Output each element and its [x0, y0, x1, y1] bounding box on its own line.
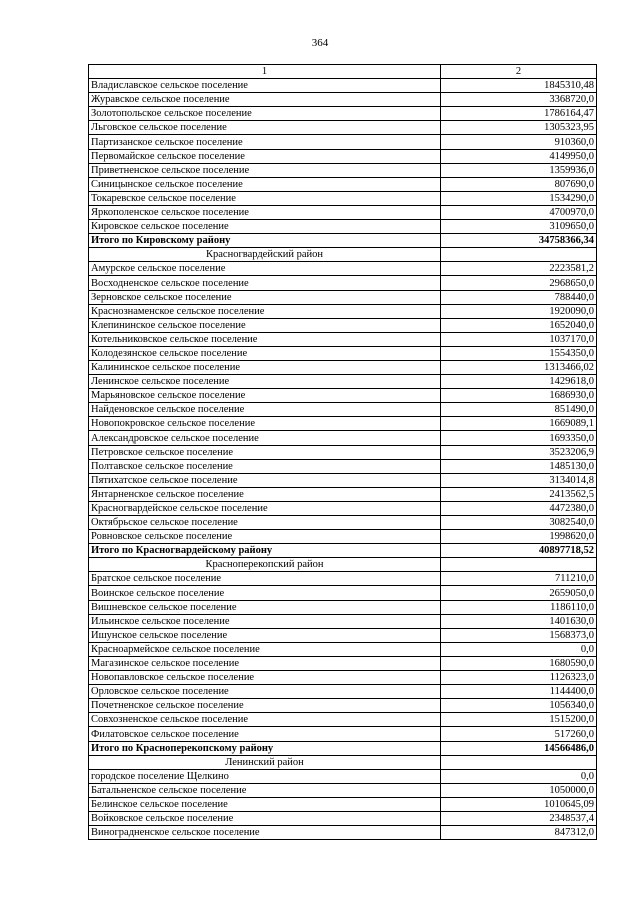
amount-value: 1186110,0 [441, 600, 597, 614]
amount-value: 4700970,0 [441, 205, 597, 219]
amount-value: 1920090,0 [441, 304, 597, 318]
settlement-name: Полтавское сельское поселение [89, 459, 441, 473]
amount-value: 711210,0 [441, 572, 597, 586]
settlement-name: Октябрьское сельское поселение [89, 516, 441, 530]
amount-value: 14566486,0 [441, 741, 597, 755]
settlement-name: Найденовское сельское поселение [89, 403, 441, 417]
amount-value: 0,0 [441, 642, 597, 656]
amount-value: 847312,0 [441, 826, 597, 840]
table-row [89, 671, 597, 685]
amount-value: 1845310,48 [441, 79, 597, 93]
table-row [89, 516, 597, 530]
settlement-name: Клепининское сельское поселение [89, 318, 441, 332]
district-heading-row [89, 558, 597, 572]
table-row [89, 149, 597, 163]
table-row [89, 769, 597, 783]
settlement-name: Новопокровское сельское поселение [89, 417, 441, 431]
table-header-row [89, 65, 597, 79]
table-row [89, 220, 597, 234]
settlement-name: Ишунское сельское поселение [89, 628, 441, 642]
district-name: Ленинский район [89, 755, 441, 769]
settlement-name: Приветненское сельское поселение [89, 163, 441, 177]
district-name: Красноперекопский район [89, 558, 441, 572]
amount-value: 851490,0 [441, 403, 597, 417]
settlement-name: Кировское сельское поселение [89, 220, 441, 234]
total-row [89, 234, 597, 248]
settlement-name: Ровновское сельское поселение [89, 530, 441, 544]
table-row [89, 79, 597, 93]
amount-value: 1998620,0 [441, 530, 597, 544]
table-row [89, 276, 597, 290]
total-row [89, 741, 597, 755]
table-row [89, 459, 597, 473]
district-name: Красногвардейский район [89, 248, 441, 262]
settlement-name: Партизанское сельское поселение [89, 135, 441, 149]
table-row [89, 685, 597, 699]
settlement-name: Петровское сельское поселение [89, 445, 441, 459]
settlement-name: Александровское сельское поселение [89, 431, 441, 445]
amount-value: 1534290,0 [441, 191, 597, 205]
amount-value: 1680590,0 [441, 656, 597, 670]
district-heading-row [89, 755, 597, 769]
table-row [89, 417, 597, 431]
settlement-name: Войковское сельское поселение [89, 811, 441, 825]
table-row [89, 530, 597, 544]
settlement-name: Ленинское сельское поселение [89, 375, 441, 389]
settlement-name: Колодезянское сельское поселение [89, 346, 441, 360]
settlement-name: Марьяновское сельское поселение [89, 389, 441, 403]
amount-value: 1554350,0 [441, 346, 597, 360]
table-row [89, 501, 597, 515]
amount-value: 34758366,34 [441, 234, 597, 248]
table-row [89, 642, 597, 656]
table-row [89, 572, 597, 586]
table-row [89, 727, 597, 741]
amount-value: 40897718,52 [441, 544, 597, 558]
settlement-name: Зерновское сельское поселение [89, 290, 441, 304]
amount-value: 1144400,0 [441, 685, 597, 699]
settlement-name: Воинское сельское поселение [89, 586, 441, 600]
settlement-name: Амурское сельское поселение [89, 262, 441, 276]
amount-value: 1515200,0 [441, 713, 597, 727]
settlement-name: Братское сельское поселение [89, 572, 441, 586]
amount-value: 3082540,0 [441, 516, 597, 530]
settlement-name: Виноградненское сельское поселение [89, 826, 441, 840]
amount-value: 1669089,1 [441, 417, 597, 431]
table-row [89, 826, 597, 840]
amount-value: 1313466,02 [441, 360, 597, 374]
table-row [89, 628, 597, 642]
settlement-name: Токаревское сельское поселение [89, 191, 441, 205]
amount-value: 1786164,47 [441, 107, 597, 121]
settlement-name: Итого по Красногвардейскому району [89, 544, 441, 558]
table-row [89, 93, 597, 107]
amount-value: 1010645,09 [441, 797, 597, 811]
settlement-name: Орловское сельское поселение [89, 685, 441, 699]
amount-value: 1056340,0 [441, 699, 597, 713]
table-row [89, 135, 597, 149]
settlement-name: Батальненское сельское поселение [89, 783, 441, 797]
settlement-name: Вишневское сельское поселение [89, 600, 441, 614]
settlement-name: Ильинское сельское поселение [89, 614, 441, 628]
amount-value [441, 558, 597, 572]
amount-value: 1126323,0 [441, 671, 597, 685]
table-row [89, 121, 597, 135]
settlement-name: Пятихатское сельское поселение [89, 473, 441, 487]
table-row [89, 191, 597, 205]
amount-value: 910360,0 [441, 135, 597, 149]
budget-table [88, 64, 597, 840]
table-row [89, 811, 597, 825]
amount-value: 1401630,0 [441, 614, 597, 628]
table-row [89, 346, 597, 360]
table-row [89, 262, 597, 276]
settlement-name: Яркополенское сельское поселение [89, 205, 441, 219]
table-body [89, 79, 597, 840]
settlement-name: Синицынское сельское поселение [89, 177, 441, 191]
amount-value: 788440,0 [441, 290, 597, 304]
amount-value: 4472380,0 [441, 501, 597, 515]
settlement-name: Итого по Кировскому району [89, 234, 441, 248]
amount-value: 3368720,0 [441, 93, 597, 107]
amount-value: 1037170,0 [441, 332, 597, 346]
table-row [89, 389, 597, 403]
amount-value: 1429618,0 [441, 375, 597, 389]
table-row [89, 318, 597, 332]
settlement-name: Магазинское сельское поселение [89, 656, 441, 670]
settlement-name: Новопавловское сельское поселение [89, 671, 441, 685]
settlement-name: Калининское сельское поселение [89, 360, 441, 374]
amount-value [441, 755, 597, 769]
settlement-name: Янтарненское сельское поселение [89, 487, 441, 501]
table-row [89, 586, 597, 600]
settlement-name: Владиславское сельское поселение [89, 79, 441, 93]
table-row [89, 445, 597, 459]
amount-value: 1686930,0 [441, 389, 597, 403]
table-row [89, 205, 597, 219]
amount-value: 1485130,0 [441, 459, 597, 473]
table-row [89, 290, 597, 304]
settlement-name: Белинское сельское поселение [89, 797, 441, 811]
settlement-name: Итого по Красноперекопскому району [89, 741, 441, 755]
settlement-name: Почетненское сельское поселение [89, 699, 441, 713]
amount-value: 1568373,0 [441, 628, 597, 642]
settlement-name: Краснознаменское сельское поселение [89, 304, 441, 318]
page-number: 364 [311, 37, 329, 49]
amount-value [441, 248, 597, 262]
table-row [89, 107, 597, 121]
table-row [89, 163, 597, 177]
district-heading-row [89, 248, 597, 262]
settlement-name: Журавское сельское поселение [89, 93, 441, 107]
settlement-name: Совхозненское сельское поселение [89, 713, 441, 727]
amount-value: 2659050,0 [441, 586, 597, 600]
table-row [89, 332, 597, 346]
table-row [89, 797, 597, 811]
amount-value: 1693350,0 [441, 431, 597, 445]
amount-value: 2348537,4 [441, 811, 597, 825]
settlement-name: Филатовское сельское поселение [89, 727, 441, 741]
column-header-2: 2 [441, 65, 597, 79]
settlement-name: Первомайское сельское поселение [89, 149, 441, 163]
amount-value: 3109650,0 [441, 220, 597, 234]
settlement-name: Красноармейское сельское поселение [89, 642, 441, 656]
table-row [89, 304, 597, 318]
table-row [89, 614, 597, 628]
amount-value: 517260,0 [441, 727, 597, 741]
amount-value: 2968650,0 [441, 276, 597, 290]
settlement-name: Котельниковское сельское поселение [89, 332, 441, 346]
amount-value: 807690,0 [441, 177, 597, 191]
table-row [89, 473, 597, 487]
table-row [89, 487, 597, 501]
settlement-name: Льговское сельское поселение [89, 121, 441, 135]
table-row [89, 713, 597, 727]
table-row [89, 177, 597, 191]
settlement-name: Восходненское сельское поселение [89, 276, 441, 290]
amount-value: 2413562,5 [441, 487, 597, 501]
amount-value: 4149950,0 [441, 149, 597, 163]
amount-value: 1359936,0 [441, 163, 597, 177]
settlement-name: городское поселение Щелкино [89, 769, 441, 783]
amount-value: 3523206,9 [441, 445, 597, 459]
amount-value: 1305323,95 [441, 121, 597, 135]
column-header-1: 1 [89, 65, 441, 79]
table-row [89, 699, 597, 713]
table-row [89, 600, 597, 614]
table-row [89, 375, 597, 389]
settlement-name: Красногвардейское сельское поселение [89, 501, 441, 515]
amount-value: 1652040,0 [441, 318, 597, 332]
table-row [89, 431, 597, 445]
amount-value: 3134014,8 [441, 473, 597, 487]
table-row [89, 656, 597, 670]
table-row [89, 360, 597, 374]
table-row [89, 783, 597, 797]
amount-value: 2223581,2 [441, 262, 597, 276]
settlement-name: Золотопольское сельское поселение [89, 107, 441, 121]
total-row [89, 544, 597, 558]
amount-value: 1050000,0 [441, 783, 597, 797]
table-row [89, 403, 597, 417]
amount-value: 0,0 [441, 769, 597, 783]
